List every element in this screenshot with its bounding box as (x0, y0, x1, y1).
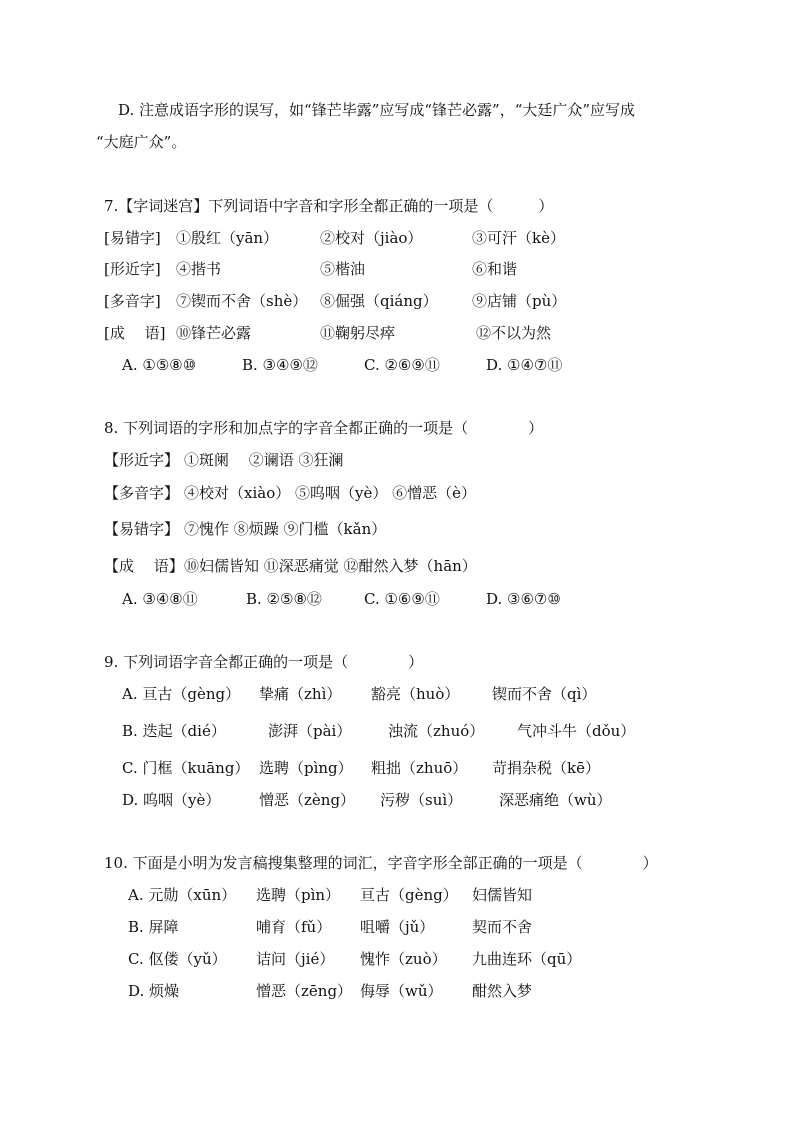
q9-a-2: 挚痛（zhì） (259, 685, 342, 703)
q9-d-1: D. 呜咽（yè） (122, 791, 221, 809)
q9-d-4: 深恶痛绝（wù） (499, 791, 612, 809)
q7-option-a: A. ①⑤⑧⑩ (122, 356, 197, 374)
q9-c-2: 选聘（pìng） (259, 759, 353, 777)
q8-row1-text: ①斑阑 ②谰语 ③狂澜 (184, 451, 344, 469)
q8-row2-text: ④校对（xiào） ⑤呜咽（yè） ⑥憎恶（è） (184, 484, 476, 502)
q9-c-3: 粗拙（zhuō） (371, 759, 468, 777)
q10-b-3: 咀嚼（jǔ） (360, 918, 435, 936)
q8-option-d: D. ③⑥⑦⑩ (486, 590, 561, 608)
q7-option-d: D. ①④⑦⑪ (486, 356, 563, 374)
q10-d-3: 侮辱（wǔ） (360, 982, 443, 1000)
q7-row3-c: ⑨店铺（pù） (472, 292, 567, 310)
q7-row3-b: ⑧倔强（qiáng） (320, 292, 438, 310)
q10-b-2: 哺育（fǔ） (256, 918, 332, 936)
q8-row3-text: ⑦愧作 ⑧烦躁 ⑨门槛（kǎn） (184, 520, 387, 538)
q7-row3-tag: [多音字] (104, 292, 161, 310)
q7-row4-c: ⑫不以为然 (476, 324, 552, 342)
q7-row2-a: ④揩书 (176, 260, 222, 278)
q7-option-b: B. ③④⑨⑫ (242, 356, 318, 374)
q10-a-3: 亘古（gèng） (360, 886, 458, 904)
q7-row4-a: ⑩锋芒必露 (176, 324, 252, 342)
q10-a-4: 妇儒皆知 (472, 886, 533, 904)
q8-option-a: A. ③④⑧⑪ (122, 590, 198, 608)
q7-row2-b: ⑤楷油 (320, 260, 366, 278)
q8-row3-tag: 【易错字】 (104, 520, 180, 538)
q10-c-4: 九曲连环（qū） (472, 950, 582, 968)
q8-row1-tag: 【形近字】 (104, 451, 180, 469)
q10-c-3: 愧怍（zuò） (360, 950, 447, 968)
q8-option-c: C. ①⑥⑨⑪ (364, 590, 440, 608)
q9-b-1: B. 迭起（dié） (122, 722, 226, 740)
q8-row4-text: ⑩妇儒皆知 ⑪深恶痛觉 ⑫酣然入梦（hān） (184, 557, 477, 575)
q9-a-1: A. 亘古（gèng） (122, 685, 241, 703)
q10-c-2: 诘问（jié） (256, 950, 335, 968)
q8-option-b: B. ②⑤⑧⑫ (246, 590, 322, 608)
q8-row4-tag: 【成 语】 (104, 557, 184, 575)
q9-d-2: 憎恶（zèng） (259, 791, 356, 809)
q9-b-2: 澎湃（pài） (268, 722, 352, 740)
q8-stem: 8. 下列词语的字形和加点字的字音全都正确的一项是（ ） (104, 419, 544, 437)
q9-d-3: 污秽（suì） (380, 791, 463, 809)
q10-b-1: B. 屏障 (128, 918, 179, 936)
q7-row4-b: ⑪鞠躬尽瘁 (320, 324, 396, 342)
q9-stem: 9. 下列词语字音全都正确的一项是（ ） (104, 653, 424, 671)
q7-row4-tag: [成 语] (104, 324, 166, 342)
q9-c-1: C. 门框（kuāng） (122, 759, 250, 777)
q9-b-3: 浊流（zhuó） (388, 722, 485, 740)
q10-stem: 10. 下面是小明为发言稿搜集整理的词汇，字音字形全部正确的一项是（ ） (104, 854, 658, 872)
q7-row1-c: ③可汗（kè） (472, 229, 565, 247)
q9-c-4: 苛捐杂税（kē） (492, 759, 600, 777)
q7-row1-a: ①殷红（yān） (176, 229, 279, 247)
q7-row1-b: ②校对（jiào） (320, 229, 423, 247)
q7-stem: 7.【字词迷宫】下列词语中字音和字形全都正确的一项是（ ） (104, 197, 554, 215)
q10-d-2: 憎恶（zēng） (256, 982, 353, 1000)
q10-a-2: 选聘（pìn） (256, 886, 341, 904)
q10-a-1: A. 元勋（xūn） (128, 886, 237, 904)
q7-row2-tag: [形近字] (104, 260, 161, 278)
q8-row2-tag: 【多音字】 (104, 484, 180, 502)
q7-row3-a: ⑦锲而不舍（shè） (176, 292, 308, 310)
intro-line-2: “大庭广众”。 (96, 133, 187, 151)
q10-d-4: 酣然入梦 (472, 982, 533, 1000)
q9-a-3: 豁亮（huò） (371, 685, 460, 703)
q10-d-1: D. 烦燥 (128, 982, 180, 1000)
intro-line-1: D. 注意成语字形的误写，如“锋芒毕露”应写成“锋芒必露”，“大廷广众”应写成 (118, 101, 636, 119)
q9-a-4: 锲而不舍（qì） (492, 685, 597, 703)
q10-c-1: C. 伛偻（yǔ） (128, 950, 227, 968)
q10-b-4: 契而不舍 (472, 918, 533, 936)
q9-b-4: 气冲斗牛（dǒu） (517, 722, 636, 740)
q7-row1-tag: [易错字] (104, 229, 161, 247)
q7-option-c: C. ②⑥⑨⑪ (364, 356, 440, 374)
q7-row2-c: ⑥和谐 (472, 260, 518, 278)
